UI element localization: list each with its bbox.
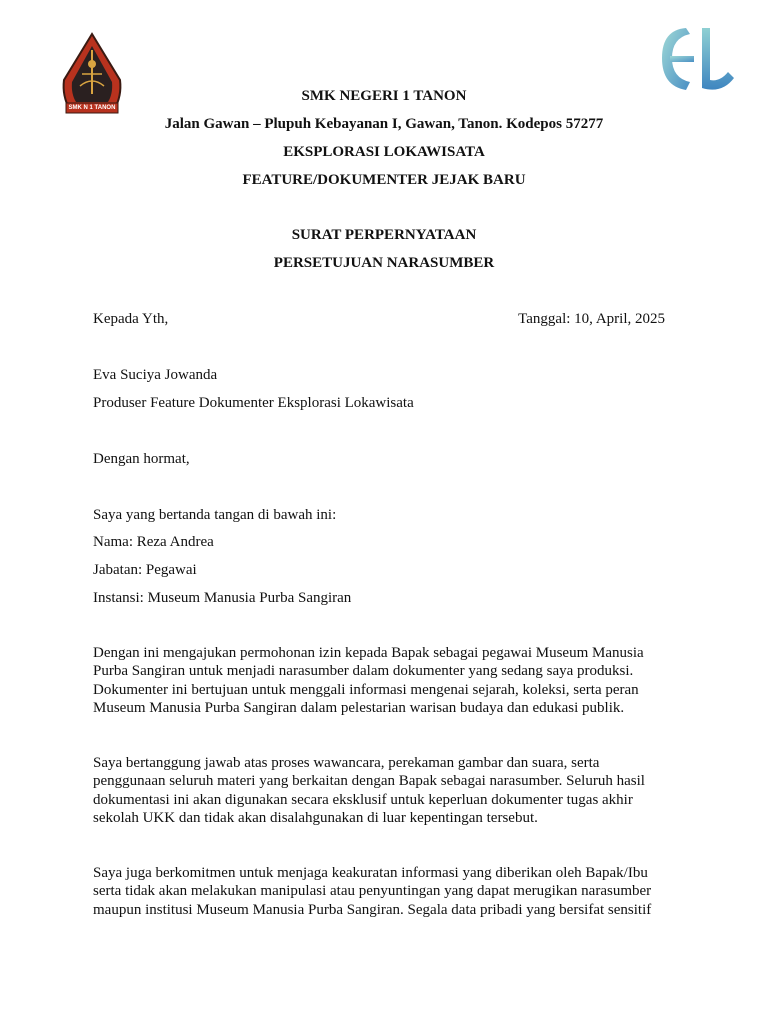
field-jabatan: Jabatan: Pegawai (93, 562, 197, 578)
paragraph-line: Saya juga berkomitmen untuk menjaga keakuratan informasi yang diberikan oleh Bapak/Ibu (93, 865, 648, 881)
recipient-role: Produser Feature Dokumenter Eksplorasi Lokawisata (93, 395, 414, 411)
paragraph-line: sekolah UKK dan tidak akan disalahgunakan di luar kepentingan tersebut. (93, 809, 538, 826)
intro-statement: Saya yang bertanda tangan di bawah ini: (93, 507, 337, 523)
paragraph-1 (93, 644, 683, 717)
paragraph-line: Saya bertanggung jawab atas proses wawancara, perekaman gambar dan suara, serta (93, 755, 600, 771)
paragraph-line: Dengan ini mengajukan permohonan izin kepada Bapak sebagai pegawai Museum Manusia (93, 645, 644, 661)
paragraph-line: maupun institusi Museum Manusia Purba Sangiran. Segala data pribadi yang bersifat sensitif (93, 901, 652, 918)
school-name: SMK NEGERI 1 TANON (301, 88, 467, 104)
paragraph-line: penggunaan seluruh materi yang berkaitan dengan Bapak sebagai narasumber. Seluruh hasil (93, 773, 645, 790)
greeting: Dengan hormat, (93, 451, 190, 467)
school-logo (40, 24, 144, 124)
paragraph-line: serta tidak akan melakukan manipulasi atau penyuntingan yang dapat merugikan narasumber (93, 883, 652, 900)
school-logo-text: SMK N 1 TANON (68, 105, 116, 111)
letter-date: Tanggal: 10, April, 2025 (518, 311, 665, 327)
paragraph-line: Museum Manusia Purba Sangiran dalam pelestarian warisan budaya dan edukasi publik. (93, 699, 625, 716)
letter-subtitle: PERSETUJUAN NARASUMBER (273, 255, 495, 271)
paragraph-line: Dokumenter ini bertujuan untuk menggali informasi mengenai sejarah, koleksi, serta peran (93, 681, 639, 698)
paragraph-3 (93, 864, 683, 919)
field-instansi: Instansi: Museum Manusia Purba Sangiran (93, 590, 352, 606)
paragraph-line: Purba Sangiran untuk menjadi narasumber dalam dokumenter yang sedang saya produksi. (93, 663, 634, 680)
paragraph-2 (93, 754, 683, 827)
field-nama: Nama: Reza Andrea (93, 534, 214, 550)
program-name: FEATURE/DOKUMENTER JEJAK BARU (242, 172, 526, 188)
letter-title: SURAT PERPERNYATAAN (291, 227, 477, 243)
school-address: Jalan Gawan – Plupuh Kebayanan I, Gawan, Tanon. Kodepos 57277 (164, 116, 604, 132)
project-name: EKSPLORASI LOKAWISATA (283, 144, 485, 160)
recipient-name: Eva Suciya Jowanda (93, 367, 218, 383)
paragraph-line: dokumentasi ini akan digunakan secara eksklusif untuk keperluan dokumenter tugas akhir (93, 791, 633, 808)
addressee-label: Kepada Yth, (93, 311, 169, 327)
